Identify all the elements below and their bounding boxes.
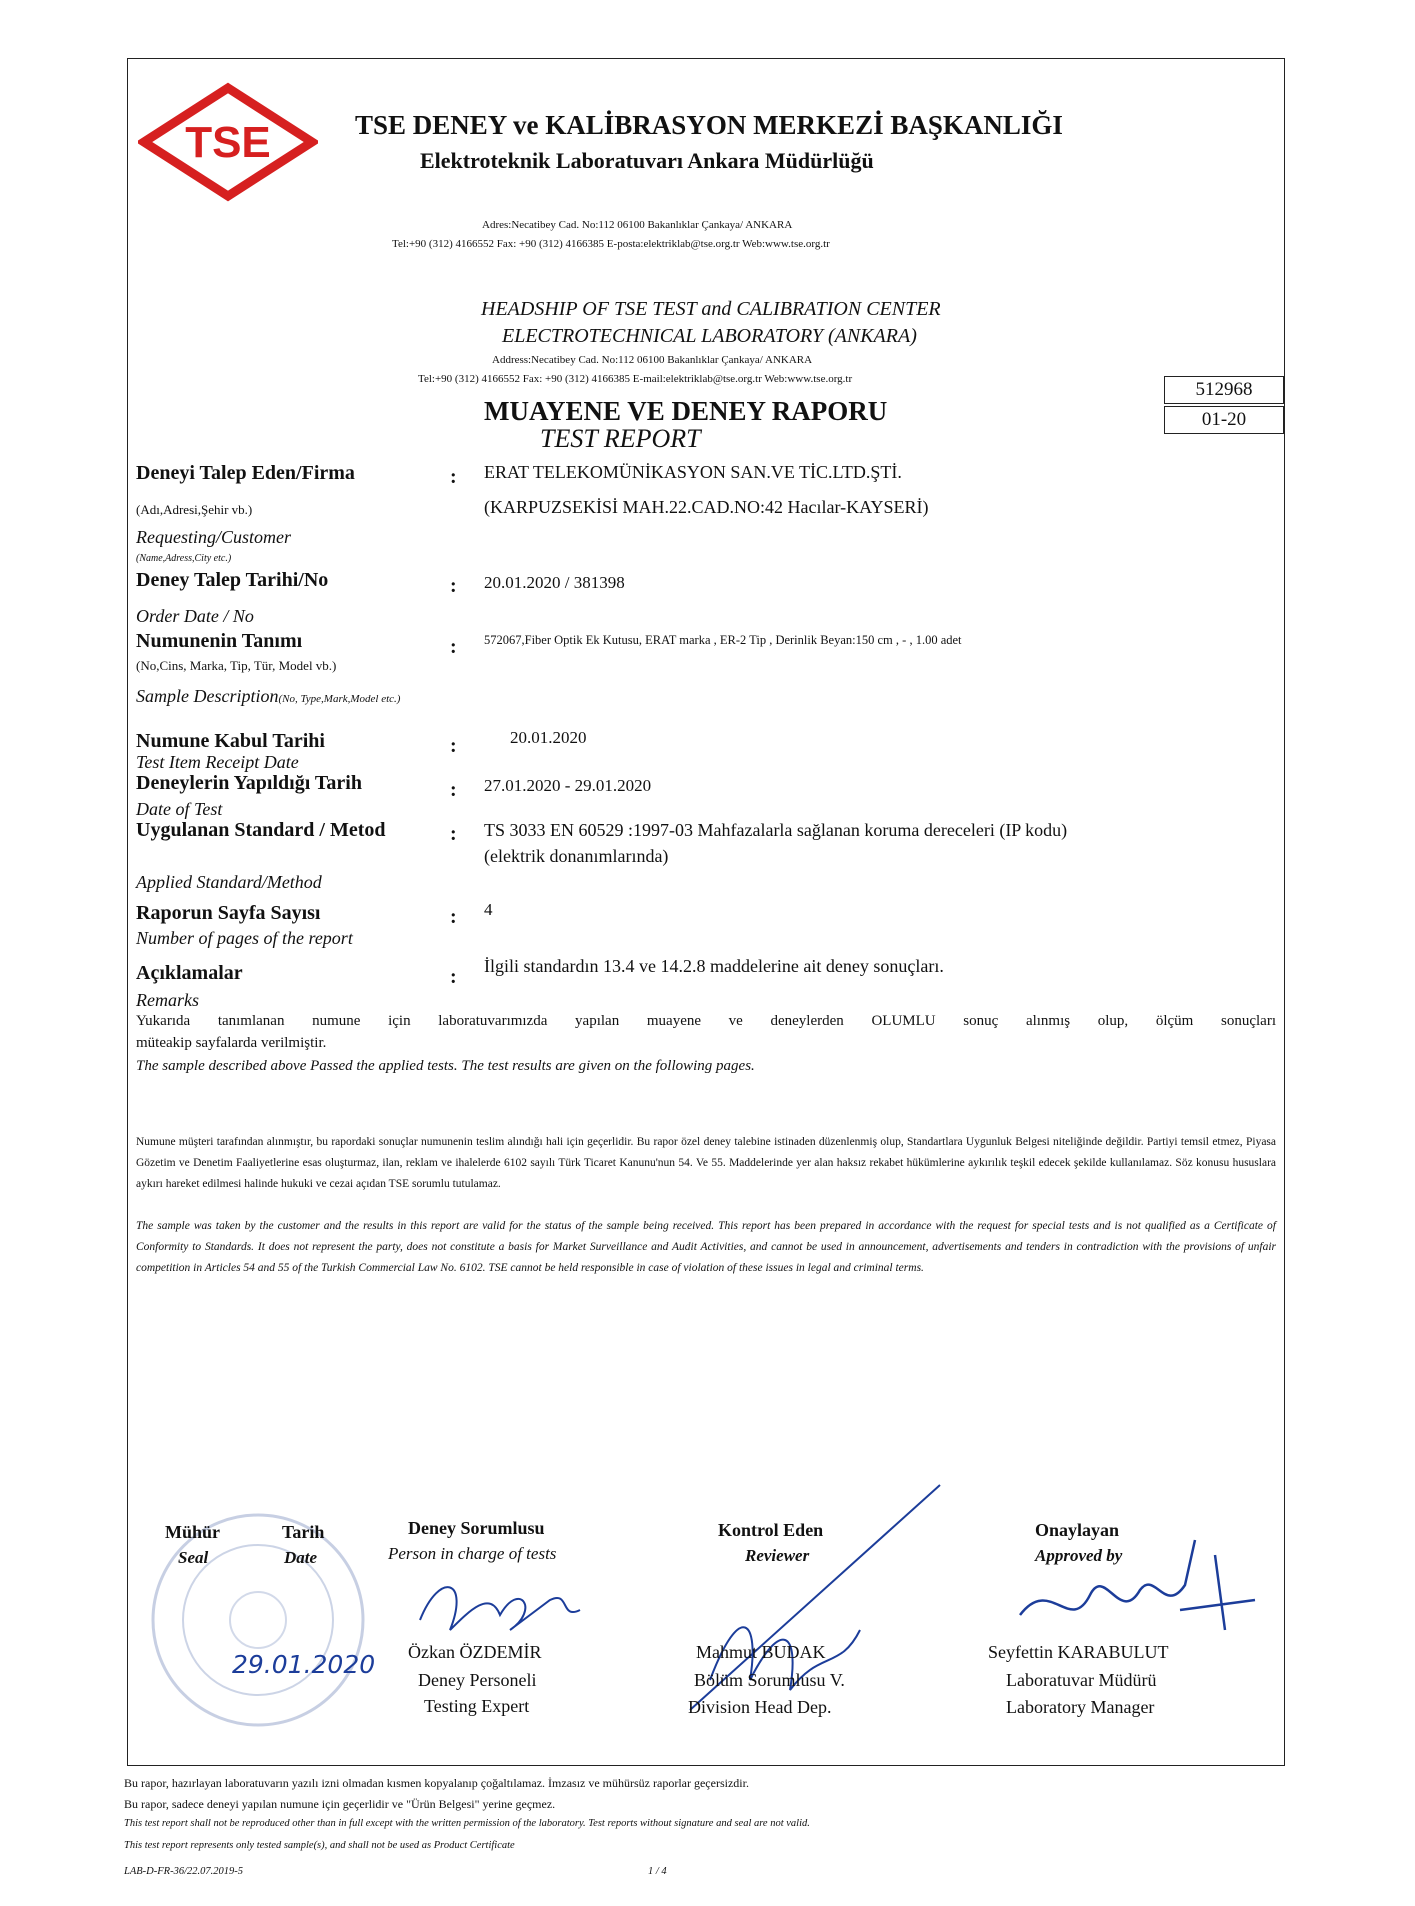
report-code: 01-20 <box>1164 406 1284 434</box>
tester-title-tr: Deney Personeli <box>418 1670 537 1690</box>
remarks-label-en: Remarks <box>136 990 199 1010</box>
sample-sub: (No,Cins, Marka, Tip, Tür, Model vb.) <box>136 658 337 673</box>
order-colon: : <box>450 575 457 597</box>
test-date-value: 27.01.2020 - 29.01.2020 <box>484 776 652 795</box>
footer-tr-2: Bu rapor, sadece deneyi yapılan numune için geçerlidir ve "Ürün Belgesi" yerine geçmez. <box>124 1797 556 1811</box>
result-tr-line-2: müteakip sayfalarda verilmiştir. <box>136 1035 327 1051</box>
pages-label: Raporun Sayfa Sayısı <box>136 902 321 924</box>
customer-sub-en: (Name,Adress,City etc.) <box>136 553 232 564</box>
page-number: 1 / 4 <box>648 1866 667 1877</box>
pages-colon: : <box>450 906 457 928</box>
sample-value: 572067,Fiber Optik Ek Kutusu, ERAT marka , ER-2 Tip , Derinlik Beyan:150 cm , - , 1.00 adet <box>484 633 962 647</box>
address-en-2: Tel:+90 (312) 4166552 Fax: +90 (312) 4166385 E-mail:elektriklab@tse.org.tr Web:www.tse.org.tr <box>418 373 853 385</box>
date-heading: Tarih <box>282 1522 325 1542</box>
customer-label-en: Requesting/Customer <box>136 527 291 547</box>
address-tr-2: Tel:+90 (312) 4166552 Fax: +90 (312) 4166385 E-posta:elektriklab@tse.org.tr Web:www.tse.org.tr <box>392 238 830 250</box>
customer-label: Deneyi Talep Eden/Firma <box>136 462 355 484</box>
test-date-label: Deneylerin Yapıldığı Tarih <box>136 772 362 794</box>
standard-colon: : <box>450 823 457 845</box>
remarks-colon: : <box>450 966 457 988</box>
tse-logo <box>138 82 318 202</box>
tester-heading-en: Person in charge of tests <box>388 1544 557 1563</box>
customer-value-1: ERAT TELEKOMÜNİKASYON SAN.VE TİC.LTD.ŞTİ. <box>484 462 902 482</box>
receipt-colon: : <box>450 735 457 757</box>
remarks-value: İlgili standardın 13.4 ve 14.2.8 maddelerine ait deney sonuçları. <box>484 956 944 976</box>
org-title: TSE DENEY ve KALİBRASYON MERKEZİ BAŞKANLIĞI <box>355 110 1063 140</box>
remarks-label: Açıklamalar <box>136 962 243 984</box>
footer-tr-1: Bu rapor, hazırlayan laboratuvarın yazılı izni olmadan kısmen kopyalanıp çoğaltılamaz. İmzasız ve mühürsüz raporlar geçersizdir. <box>124 1776 749 1790</box>
approver-name: Seyfettin KARABULUT <box>988 1642 1169 1662</box>
result-tr-line-1: Yukarıda tanımlanan numune için laboratuvarımızda yapılan muayene ve deneylerden OLUMLU sonuç alınmış olup, ölçüm sonuçları <box>136 1013 1276 1029</box>
disclaimer-en: The sample was taken by the customer and the results in this report are valid for the status of the sample being received. This report has been prepared in accordance with the request for special tests and is not qualified as a Certificate of Conformity to Standards. It does not represent the party, does not constitute a basis for Market Surveillance and Audit Activities, and cannot be used in announcement, advertisements and tenders in contradiction with the provisions of unfair competition in Articles 54 and 55 of the Turkish Commercial Law No. 6102. TSE cannot be held responsible in case of violation of these issues in legal and criminal terms. <box>136 1220 1276 1274</box>
pages-label-en: Number of pages of the report <box>136 928 353 948</box>
lab-title: Elektroteknik Laboratuvarı Ankara Müdürlüğü <box>420 148 874 173</box>
tester-title-en: Testing Expert <box>424 1696 530 1716</box>
disclaimer-tr: Numune müşteri tarafından alınmıştır, bu rapordaki sonuçlar numunenin teslim alındığı hali için geçerlidir. Bu rapor özel deney talebine istinaden düzenlenmiş olup, Standartlara Uygunluk Belgesi niteliğinde değildir. Partiyi temsil etmez, Piyasa Gözetim ve Denetim Faaliyetlerine esas oluşturmaz, ilan, reklam ve ihalelerde 6102 sayılı Türk Ticaret Kanunu'nun 54. Ve 55. Maddelerinde yer alan haksız rekabet hükümlerine aykırılık teşkil edecek şekilde kullanılamaz. Söz konusu hususlara aykırı hareket edilmesi halinde hukuki ve cezai açıdan TSE sorumlu tutulamaz. <box>136 1136 1276 1190</box>
form-code: LAB-D-FR-36/22.07.2019-5 <box>124 1866 243 1877</box>
sample-colon: : <box>450 636 457 658</box>
reviewer-name: Mahmut BUDAK <box>696 1642 826 1662</box>
receipt-label: Numune Kabul Tarihi <box>136 730 325 752</box>
order-value: 20.01.2020 / 381398 <box>484 573 625 592</box>
receipt-value: 20.01.2020 <box>510 728 587 747</box>
pages-value: 4 <box>484 900 493 919</box>
result-en: The sample described above Passed the applied tests. The test results are given on the following pages. <box>136 1058 755 1074</box>
standard-label: Uygulanan Standard / Metod <box>136 819 386 841</box>
address-en-1: Address:Necatibey Cad. No:112 06100 Bakanlıklar Çankaya/ ANKARA <box>492 354 813 366</box>
order-label-en: Order Date / No <box>136 606 254 626</box>
approver-title-en: Laboratory Manager <box>1006 1697 1155 1717</box>
report-title-en: TEST REPORT <box>540 424 701 453</box>
svg-text:TSE: TSE <box>185 118 271 167</box>
test-date-colon: : <box>450 779 457 801</box>
org-title-en: HEADSHIP OF TSE TEST and CALIBRATION CENTER <box>481 298 941 320</box>
reviewer-title-tr: Bölüm Sorumlusu V. <box>694 1670 845 1690</box>
tester-name: Özkan ÖZDEMİR <box>408 1642 542 1662</box>
reviewer-heading-en: Reviewer <box>745 1546 810 1565</box>
seal-heading: Mühür <box>165 1522 221 1542</box>
footer-en-1: This test report shall not be reproduced other than in full except with the written permission of the laboratory. Test reports without signature and seal are not valid. <box>124 1818 810 1829</box>
standard-value-2: (elektrik donanımlarında) <box>484 846 669 866</box>
order-label: Deney Talep Tarihi/No <box>136 569 329 591</box>
tester-heading: Deney Sorumlusu <box>408 1518 545 1538</box>
date-heading-en: Date <box>284 1548 318 1567</box>
report-title: MUAYENE VE DENEY RAPORU <box>484 396 888 426</box>
receipt-label-en: Test Item Receipt Date <box>136 752 299 772</box>
lab-title-en: ELECTROTECHNICAL LABORATORY (ANKARA) <box>502 325 917 347</box>
footer-en-2: This test report represents only tested sample(s), and shall not be used as Product Certificate <box>124 1840 515 1851</box>
address-tr-1: Adres:Necatibey Cad. No:112 06100 Bakanlıklar Çankaya/ ANKARA <box>482 219 793 231</box>
approver-title-tr: Laboratuvar Müdürü <box>1006 1670 1157 1690</box>
seal-date: 29.01.2020 <box>232 1650 376 1679</box>
approver-signature <box>1010 1535 1270 1655</box>
seal-heading-en: Seal <box>178 1548 209 1567</box>
approver-heading: Onaylayan <box>1035 1520 1120 1540</box>
customer-sub: (Adı,Adresi,Şehir vb.) <box>136 502 253 517</box>
sample-label: Numunenin Tanımı <box>136 630 303 652</box>
report-number: 512968 <box>1164 376 1284 404</box>
standard-value-1: TS 3033 EN 60529 :1997-03 Mahfazalarla sağlanan koruma dereceleri (IP kodu) <box>484 820 1068 840</box>
customer-colon: : <box>450 466 457 488</box>
sample-label-en: Sample Description(No, Type,Mark,Model etc.) <box>136 686 401 706</box>
test-date-label-en: Date of Test <box>136 799 223 819</box>
reviewer-title-en: Division Head Dep. <box>688 1697 832 1717</box>
reviewer-heading: Kontrol Eden <box>718 1520 824 1540</box>
standard-label-en: Applied Standard/Method <box>136 872 322 892</box>
approver-heading-en: Approved by <box>1035 1546 1123 1565</box>
sample-sub-en: (No, Type,Mark,Model etc.) <box>278 693 401 705</box>
customer-value-2: (KARPUZSEKİSİ MAH.22.CAD.NO:42 Hacılar-KAYSERİ) <box>484 497 929 517</box>
